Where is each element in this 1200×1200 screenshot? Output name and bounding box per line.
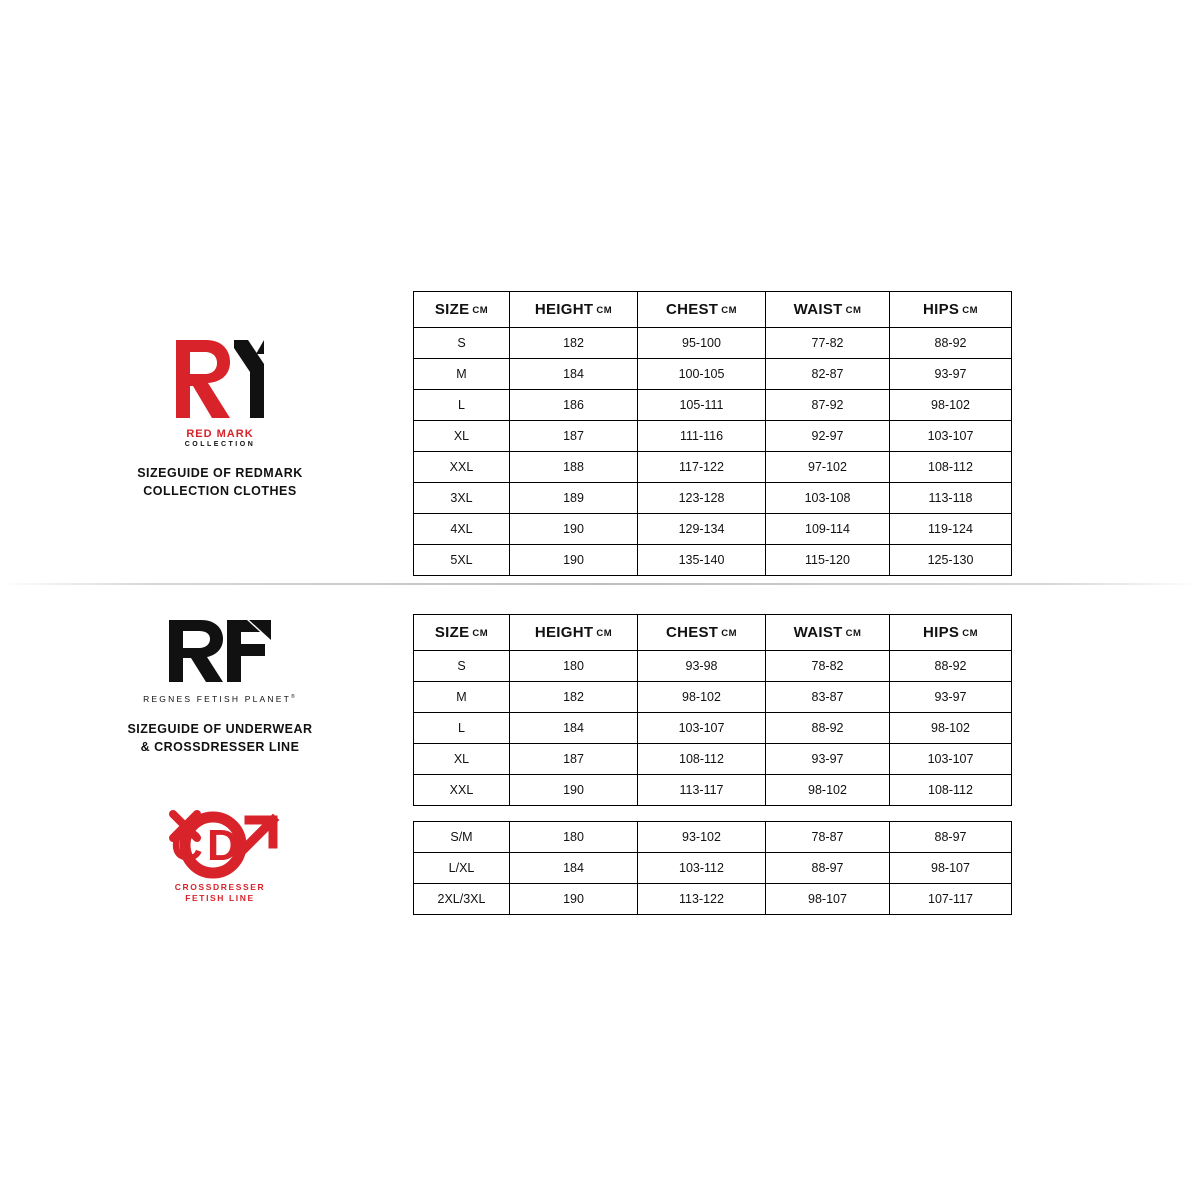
svg-text:D: D <box>206 821 239 870</box>
cell-hips: 103-107 <box>890 421 1012 452</box>
cell-size: S <box>414 328 510 359</box>
cell-size: XL <box>414 744 510 775</box>
cell-chest: 100-105 <box>638 359 766 390</box>
column-label: WAIST <box>793 301 843 318</box>
column-label: CHEST <box>665 301 719 318</box>
cell-chest: 103-107 <box>638 713 766 744</box>
column-label: HIPS <box>923 624 960 641</box>
cell-waist: 98-107 <box>766 884 890 915</box>
cell-height: 186 <box>510 390 638 421</box>
column-unit: CM <box>845 305 862 316</box>
rfp-monogram-icon <box>161 612 279 690</box>
table-row <box>414 328 1012 359</box>
cell-waist: 115-120 <box>766 545 890 576</box>
column-unit: CM <box>962 305 978 316</box>
column-unit: CM <box>472 305 489 316</box>
redmark-monogram-icon <box>160 330 280 422</box>
redmark-caption <box>55 464 385 500</box>
table-row <box>414 682 1012 713</box>
crd-wordmark <box>55 882 385 905</box>
crd-wordmark-line1: CROSSDRESSER <box>174 882 266 892</box>
cell-hips: 107-117 <box>890 884 1012 915</box>
column-label: WAIST <box>793 624 843 641</box>
cell-waist: 97-102 <box>766 452 890 483</box>
size-table-crossdresser <box>413 821 1012 915</box>
rfp-wordmark-text: REGNES FETISH PLANET <box>143 694 292 704</box>
section-divider <box>0 583 1200 585</box>
table-header-row <box>414 615 1012 651</box>
column-header-waist <box>766 292 890 328</box>
cell-hips: 103-107 <box>890 744 1012 775</box>
cell-height: 182 <box>510 328 638 359</box>
cell-size: 3XL <box>414 483 510 514</box>
column-unit: CM <box>721 305 738 316</box>
table-row <box>414 390 1012 421</box>
table-row <box>414 514 1012 545</box>
cell-waist: 103-108 <box>766 483 890 514</box>
cell-waist: 98-102 <box>766 775 890 806</box>
column-header-chest <box>638 292 766 328</box>
cell-height: 184 <box>510 853 638 884</box>
table-row <box>414 713 1012 744</box>
column-label: SIZE <box>434 301 470 318</box>
table-row <box>414 359 1012 390</box>
cell-hips: 93-97 <box>890 682 1012 713</box>
column-unit: CM <box>721 628 738 639</box>
cell-size: S <box>414 651 510 682</box>
cell-size: 4XL <box>414 514 510 545</box>
table-row <box>414 483 1012 514</box>
cell-waist: 83-87 <box>766 682 890 713</box>
table-row <box>414 452 1012 483</box>
cell-waist: 78-87 <box>766 822 890 853</box>
column-label: HEIGHT <box>534 301 594 318</box>
column-label: HIPS <box>923 301 960 318</box>
cell-hips: 88-92 <box>890 328 1012 359</box>
cell-hips: 119-124 <box>890 514 1012 545</box>
cell-waist: 77-82 <box>766 328 890 359</box>
cell-height: 180 <box>510 822 638 853</box>
table-row <box>414 421 1012 452</box>
redmark-caption-line1: SIZEGUIDE OF REDMARK <box>137 466 303 480</box>
cell-size: M <box>414 682 510 713</box>
cell-chest: 129-134 <box>638 514 766 545</box>
cell-height: 184 <box>510 359 638 390</box>
cell-size: XXL <box>414 452 510 483</box>
cell-height: 190 <box>510 775 638 806</box>
cell-hips: 88-92 <box>890 651 1012 682</box>
column-unit: CM <box>596 628 613 639</box>
size-table-rfp <box>413 614 1012 806</box>
cell-waist: 109-114 <box>766 514 890 545</box>
cell-waist: 88-97 <box>766 853 890 884</box>
cell-chest: 113-117 <box>638 775 766 806</box>
cell-waist: 87-92 <box>766 390 890 421</box>
cell-chest: 117-122 <box>638 452 766 483</box>
table-row <box>414 545 1012 576</box>
cell-chest: 108-112 <box>638 744 766 775</box>
cell-hips: 93-97 <box>890 359 1012 390</box>
redmark-sub-wordmark: COLLECTION <box>184 441 256 448</box>
column-label: CHEST <box>665 624 719 641</box>
rfp-caption-line2: & CROSSDRESSER LINE <box>140 740 300 755</box>
table-row <box>414 651 1012 682</box>
cell-hips: 108-112 <box>890 452 1012 483</box>
cell-chest: 93-98 <box>638 651 766 682</box>
cell-height: 182 <box>510 682 638 713</box>
cell-height: 190 <box>510 514 638 545</box>
cell-waist: 93-97 <box>766 744 890 775</box>
cell-waist: 92-97 <box>766 421 890 452</box>
cell-height: 190 <box>510 545 638 576</box>
cell-hips: 98-102 <box>890 713 1012 744</box>
table-header-row <box>414 292 1012 328</box>
cell-size: XXL <box>414 775 510 806</box>
column-header-hips <box>890 292 1012 328</box>
brand-block-redmark <box>55 330 385 500</box>
cell-waist: 78-82 <box>766 651 890 682</box>
cell-size: L <box>414 713 510 744</box>
cell-hips: 88-97 <box>890 822 1012 853</box>
cell-size: L <box>414 390 510 421</box>
table-row <box>414 853 1012 884</box>
column-header-waist <box>766 615 890 651</box>
svg-text:C: C <box>170 821 203 870</box>
cell-height: 189 <box>510 483 638 514</box>
cell-chest: 113-122 <box>638 884 766 915</box>
cell-hips: 125-130 <box>890 545 1012 576</box>
cell-chest: 105-111 <box>638 390 766 421</box>
column-label: HEIGHT <box>534 624 594 641</box>
table-row <box>414 775 1012 806</box>
crd-monogram-icon <box>153 800 288 880</box>
cell-chest: 95-100 <box>638 328 766 359</box>
cell-chest: 111-116 <box>638 421 766 452</box>
table-row <box>414 884 1012 915</box>
column-header-height <box>510 292 638 328</box>
cell-size: S/M <box>414 822 510 853</box>
cell-height: 187 <box>510 744 638 775</box>
cell-height: 180 <box>510 651 638 682</box>
column-header-chest <box>638 615 766 651</box>
cell-hips: 113-118 <box>890 483 1012 514</box>
rfp-caption-line1: SIZEGUIDE OF UNDERWEAR <box>127 722 313 736</box>
column-label: SIZE <box>434 624 470 641</box>
brand-block-crd <box>55 800 385 905</box>
cell-waist: 88-92 <box>766 713 890 744</box>
cell-hips: 98-102 <box>890 390 1012 421</box>
cell-size: L/XL <box>414 853 510 884</box>
column-unit: CM <box>962 628 978 639</box>
table-row <box>414 744 1012 775</box>
brand-block-rfp <box>55 612 385 756</box>
cell-chest: 98-102 <box>638 682 766 713</box>
rfp-trademark: ® <box>291 694 297 701</box>
cell-chest: 103-112 <box>638 853 766 884</box>
cell-size: XL <box>414 421 510 452</box>
column-header-size <box>414 615 510 651</box>
table-row <box>414 822 1012 853</box>
rfp-wordmark <box>55 694 385 704</box>
size-table-redmark <box>413 291 1012 576</box>
cell-size: 2XL/3XL <box>414 884 510 915</box>
cell-waist: 82-87 <box>766 359 890 390</box>
cell-size: M <box>414 359 510 390</box>
column-unit: CM <box>845 628 862 639</box>
column-unit: CM <box>472 628 489 639</box>
rfp-caption <box>55 720 385 756</box>
crd-wordmark-line2: FETISH LINE <box>185 893 255 904</box>
column-unit: CM <box>596 305 613 316</box>
redmark-wordmark: RED MARK <box>186 428 254 440</box>
cell-height: 187 <box>510 421 638 452</box>
cell-size: 5XL <box>414 545 510 576</box>
column-header-height <box>510 615 638 651</box>
cell-hips: 98-107 <box>890 853 1012 884</box>
cell-hips: 108-112 <box>890 775 1012 806</box>
cell-chest: 135-140 <box>638 545 766 576</box>
cell-chest: 93-102 <box>638 822 766 853</box>
column-header-hips <box>890 615 1012 651</box>
redmark-caption-line2: COLLECTION CLOTHES <box>143 484 297 499</box>
column-header-size <box>414 292 510 328</box>
cell-height: 190 <box>510 884 638 915</box>
cell-height: 184 <box>510 713 638 744</box>
cell-chest: 123-128 <box>638 483 766 514</box>
cell-height: 188 <box>510 452 638 483</box>
